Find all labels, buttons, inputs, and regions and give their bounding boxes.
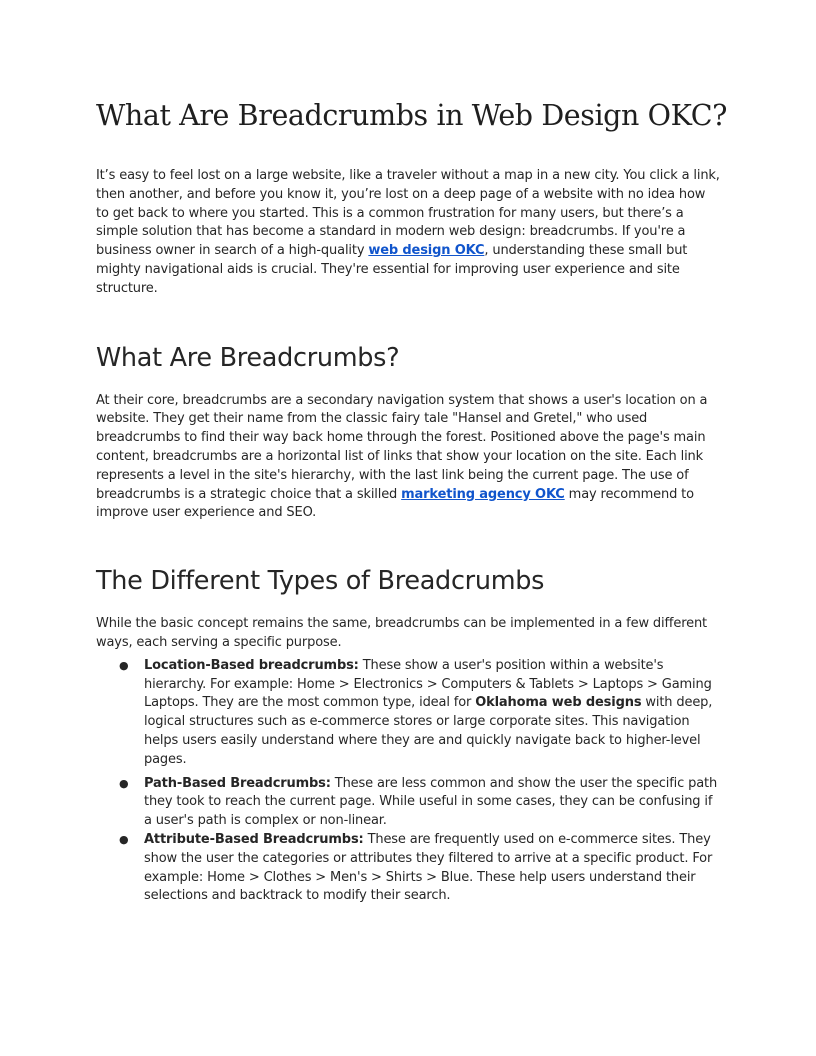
section2-intro-paragraph: While the basic concept remains the same, breadcrumbs can be implemented in a few different ways, each serving a specific purpose. (96, 616, 707, 650)
bullet-icon: ● (119, 658, 129, 672)
marketing-agency-okc-link[interactable]: marketing agency OKC (401, 486, 565, 502)
list-item-path-based (96, 775, 720, 831)
section1-text-before: At their core, breadcrumbs are a secondary navigation system that shows a user's location on a website. They get their name from the classic fairy tale "Hansel and Gretel," who used breadcrumbs to find their way back home through the forest. Positioned above the page's main content, breadcrumbs are a horizontal list of links that show your location on the site. Each link represents a level in the site's hierarchy, with the last link being the current page. The use of breadcrumbs is a strategic choice that a skilled (96, 392, 708, 502)
section-heading-types-of-breadcrumbs: The Different Types of Breadcrumbs (96, 566, 545, 597)
list-item-text: These are less common and show the user the specific path they took to reach the current page. While useful in some cases, they can be confusing if a user's path is complex or non-linear. (144, 775, 718, 829)
list-item-label: Path-Based Breadcrumbs: (144, 775, 331, 791)
section-heading-what-are-breadcrumbs: What Are Breadcrumbs? (96, 342, 400, 373)
bullet-icon: ● (119, 776, 129, 790)
list-item-text: These show a user's position within a website's hierarchy. For example: Home > Electronics > Computers & Tablets > Laptops > Gaming Laptops. They are the most common type, ideal for (144, 657, 712, 711)
intro-paragraph (96, 167, 720, 299)
list-item-location-based (96, 657, 720, 770)
list-item-label: Attribute-Based Breadcrumbs: (144, 831, 364, 847)
section1-paragraph (96, 392, 720, 524)
intro-text-after: , understanding these small but mighty navigational aids is crucial. They're essential for improving user experience and site structure. (96, 243, 688, 296)
oklahoma-web-designs-bold: Oklahoma web designs (475, 695, 642, 711)
list-item-text-after: with deep, logical structures such as e-commerce stores or large corporate sites. This navigation helps users easily understand where they are and quickly navigate back to higher-level pages. (144, 695, 713, 767)
document-body (96, 96, 728, 906)
bullet-icon: ● (119, 832, 129, 846)
web-design-okc-link[interactable]: web design OKC (368, 243, 485, 259)
list-item-text: These are frequently used on e-commerce sites. They show the user the categories or attributes they filtered to arrive at a specific product. For example: Home > Clothes > Men's > Shirts > Blue. These help users understand their selections and backtrack to modify their search. (144, 831, 713, 904)
breadcrumb-types-list (96, 657, 720, 906)
list-item-attribute-based (96, 831, 720, 906)
intro-text-before: It’s easy to feel lost on a large website, like a traveler without a map in a new city. You click a link, then another, and before you know it, you’re lost on a deep page of a website with no idea how to get back to where you started. This is a common frustration for many users, but there’s a simple solution that has become a standard in modern web design: breadcrumbs. If you're a business owner in search of a high-quality (96, 168, 720, 259)
document-title: What Are Breadcrumbs in Web Design OKC? (96, 99, 728, 132)
section1-text-after: may recommend to improve user experience and SEO. (96, 486, 694, 521)
list-item-label: Location-Based breadcrumbs: (144, 657, 359, 673)
